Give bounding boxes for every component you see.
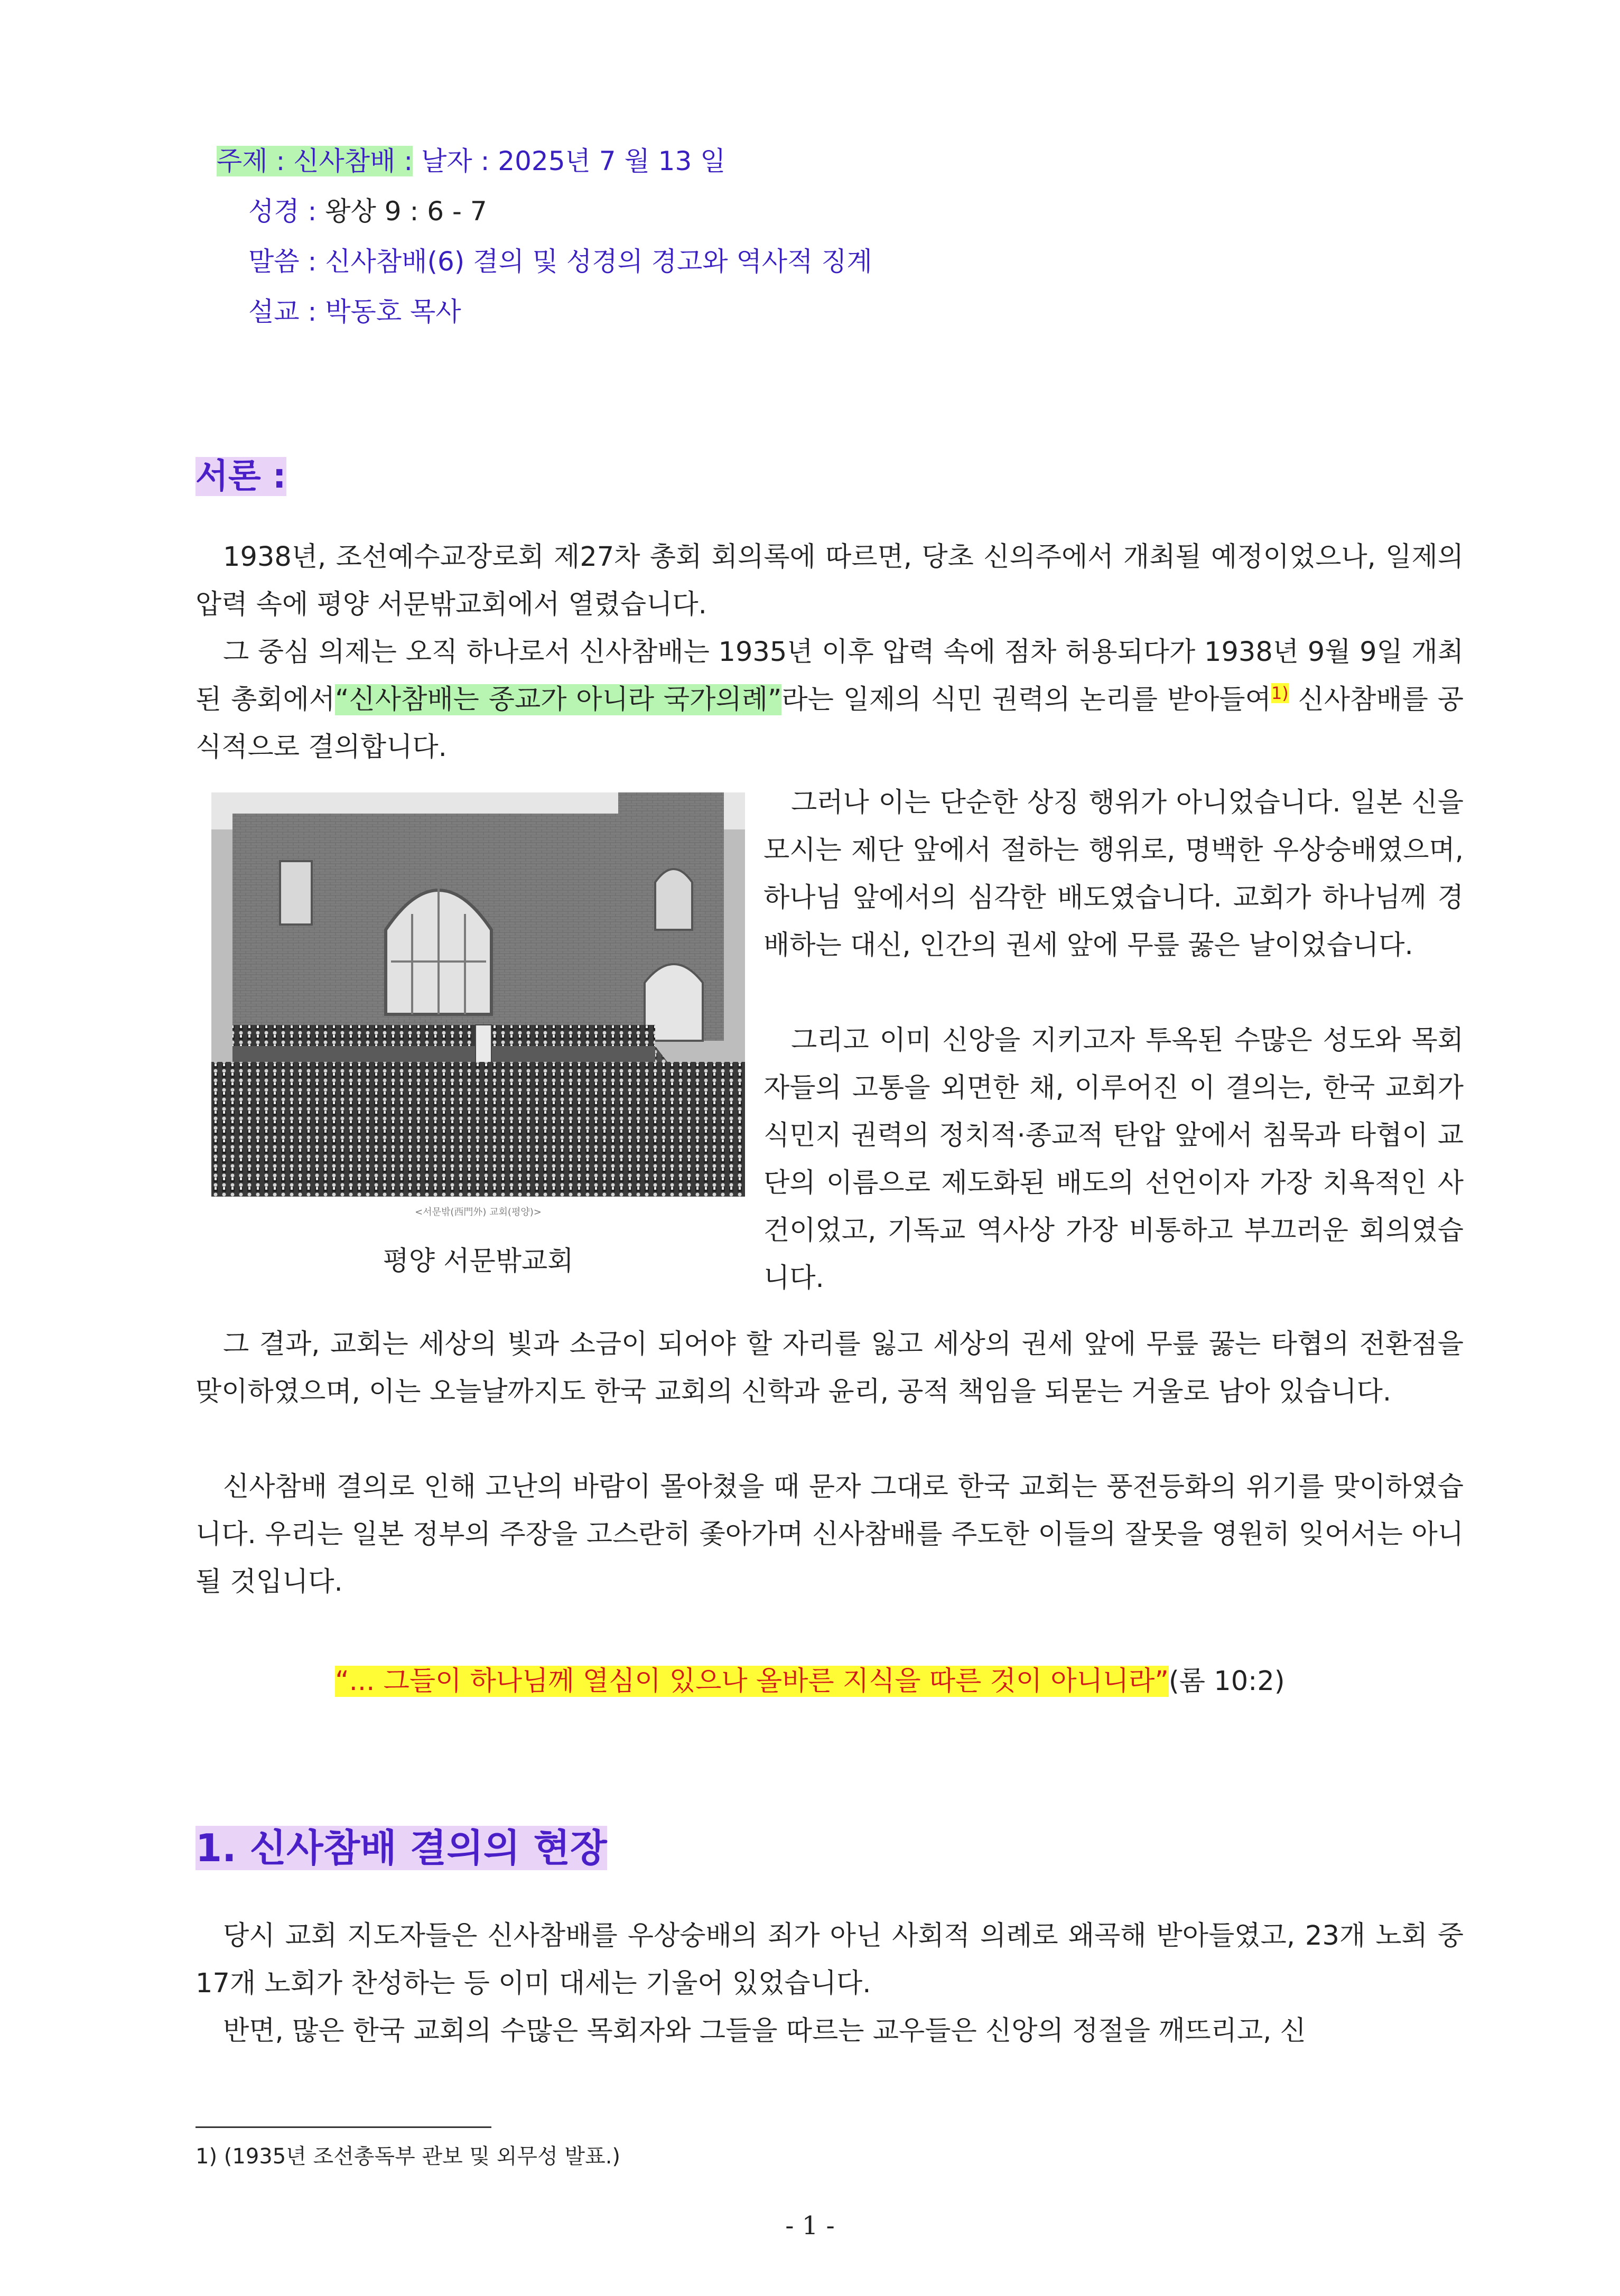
intro-paragraph-4: 신사참배 결의로 인해 고난의 바람이 몰아쳤을 때 문자 그대로 한국 교회는 풍전등화의 위기를 맞이하였습니다. 우리는 일본 정부의 주장을 고스란히 좇아가며 신사참배를 주도한 이들의 잘못을 영원히 잊어서는 아니 될 것입니다. — [195, 1471, 1464, 1598]
intro-paragraph-2: 그 중심 의제는 오직 하나로서 신사참배는 1935년 이후 압력 속에 점차 허용되다가 1938년 9월 9일 개최된 총회에서“신사참배는 종교가 아니라 국가의례”라는 일제의 식민 권력의 논리를 받아들여$^{1)}$ 신사참배를 공식적으로 결의합니다. — [195, 637, 1464, 763]
preacher-line — [248, 293, 461, 330]
footnote-reference[interactable]: 1) — [1271, 683, 1289, 703]
church-photo-illustration — [211, 792, 745, 1197]
footnote-divider — [195, 2126, 491, 2128]
preacher-value: 박동호 목사 — [325, 296, 461, 327]
photo-caption: 평양 서문밖교회 — [383, 1246, 574, 1277]
church-photo — [211, 792, 745, 1197]
date-label: 날자 : 2025년 7 월 13 일 — [421, 146, 726, 176]
side-paragraph-1: 그러나 이는 단순한 상징 행위가 아니었습니다. 일본 신을 모시는 제단 앞에서 절하는 행위로, 명백한 우상숭배였으며, 하나님 앞에서의 심각한 배도였습니다. 교회가 하나님께 경배하는 대신, 인간의 권세 앞에 무릎 꿇은 날이었습니다. — [764, 787, 1464, 961]
topic-line — [217, 143, 725, 180]
page-number: - 1 - — [785, 2211, 835, 2241]
preacher-label: 설교 : — [248, 296, 317, 327]
sermon-label: 말씀 : — [248, 246, 317, 277]
key-phrase-highlight: “신사참배는 종교가 아니라 국가의례” — [335, 684, 782, 715]
intro-paragraph-3: 그 결과, 교회는 세상의 빛과 소금이 되어야 할 자리를 잃고 세상의 권세 앞에 무릎 꿇는 타협의 전환점을 맞이하였으며, 이는 오늘날까지도 한국 교회의 신학과 윤리, 공적 책임을 되묻는 거울로 남아 있습니다. — [195, 1329, 1464, 1407]
intro-paragraph-1: 1938년, 조선예수교장로회 제27차 총회 회의록에 따르면, 당초 신의주에서 개최될 예정이었으나, 일제의 압력 속에 평양 서문밖교회에서 열렸습니다. — [195, 542, 1464, 620]
section-1-paragraph-2: 반면, 많은 한국 교회의 수많은 목회자와 그들을 따르는 교우들은 신앙의 정절을 깨뜨리고, 신 — [223, 2015, 1306, 2047]
topic-label: 주제 : 신사참배 : — [217, 146, 413, 176]
footnote: 1) (1935년 조선총독부 관보 및 외무성 발표.) — [195, 2144, 621, 2169]
quote-reference: (롬 10:2) — [1168, 1666, 1285, 1697]
photo-small-caption: <서문밖(西門外) 교회(평양)> — [415, 1207, 542, 1218]
section-1-paragraph-1: 당시 교회 지도자들은 신사참배를 우상숭배의 죄가 아닌 사회적 의례로 왜곡해 받아들였고, 23개 노회 중 17개 노회가 찬성하는 등 이미 대세는 기울어 있었습니다. — [195, 1920, 1464, 1999]
section-1-heading: 1. 신사참배 결의의 현장 — [195, 1826, 607, 1870]
sermon-line — [248, 243, 872, 280]
scripture-line — [248, 193, 487, 230]
side-paragraph-2: 그리고 이미 신앙을 지키고자 투옥된 수많은 성도와 목회자들의 고통을 외면한 채, 이루어진 이 결의는, 한국 교회가 식민지 권력의 정치적·종교적 탄압 앞에서 침묵과 타협이 교단의 이름으로 제도화된 배도의 선언이자 가장 치욕적인 사건이었고, 기독교 역사상 가장 비통하고 부끄러운 회의였습니다. — [764, 1025, 1464, 1294]
scripture-quote — [0, 1659, 1620, 1698]
intro-heading: 서론 : — [195, 457, 286, 496]
sermon-value: 신사참배(6) 결의 및 성경의 경고와 역사적 징계 — [325, 246, 872, 277]
quote-text: “... 그들이 하나님께 열심이 있으나 올바른 지식을 따른 것이 아니니라” — [335, 1666, 1169, 1697]
scripture-value: 왕상 9 : 6 - 7 — [325, 196, 487, 227]
scripture-label: 성경 : — [248, 196, 317, 227]
